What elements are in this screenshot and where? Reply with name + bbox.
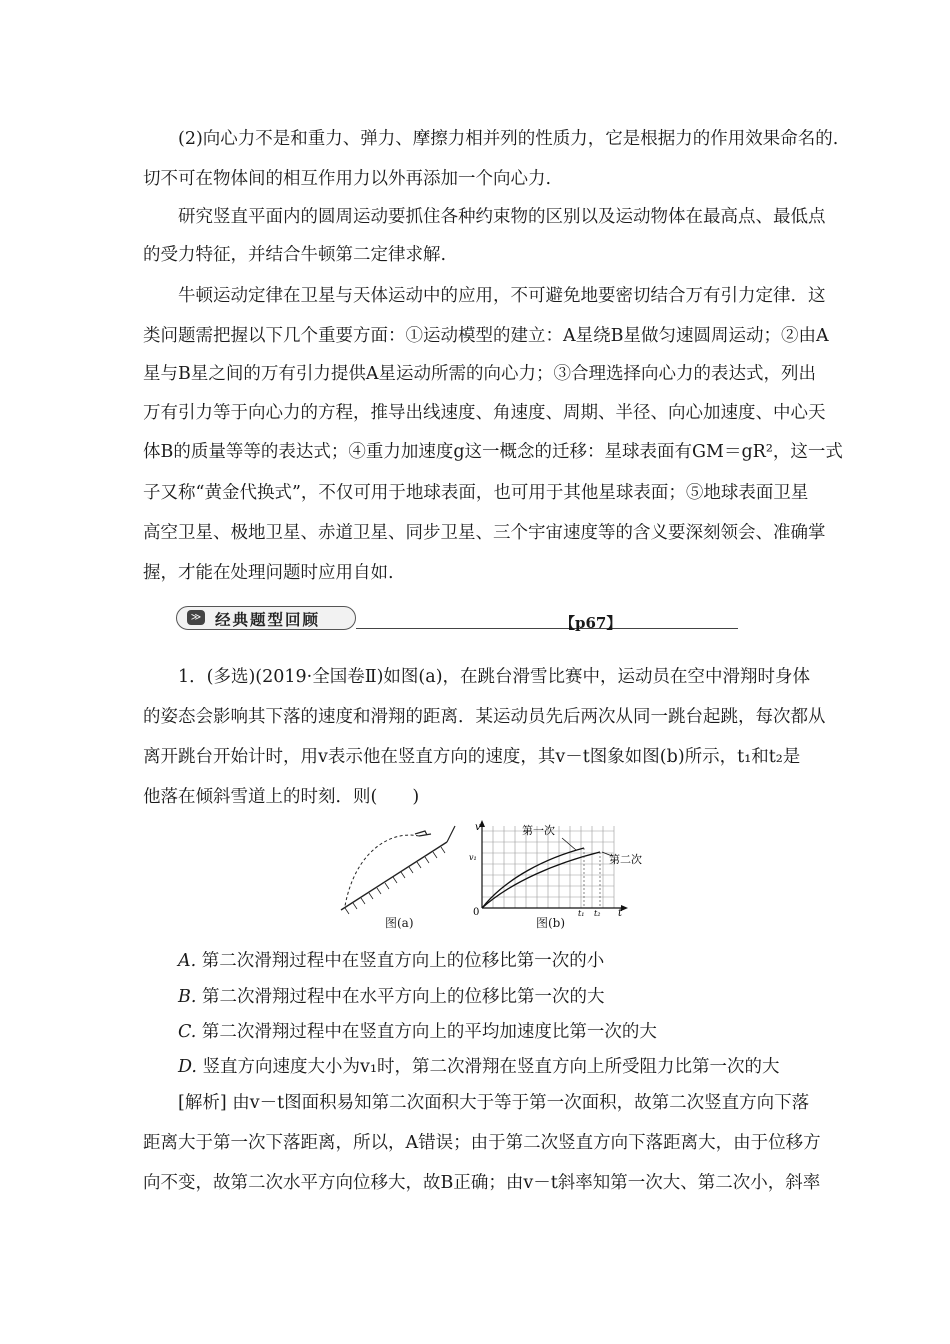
t-axis-label: t <box>618 908 623 918</box>
option-c <box>178 1021 657 1043</box>
paragraph-line: 切不可在物体间的相互作用力以外再添加一个向心力. <box>143 169 552 189</box>
section-title: 经典题型回顾 <box>215 611 321 629</box>
origin-label: 0 <box>473 907 480 918</box>
question-line: 的姿态会影响其下落的速度和滑翔的距离．某运动员先后两次从同一跳台起跳，每次都从 <box>143 707 826 727</box>
flight-path <box>345 835 419 906</box>
option-text: 第二次滑翔过程中在水平方向上的位移比第一次的大 <box>202 987 605 1007</box>
analysis-line: 距离大于第一次下落距离，所以，A错误；由于第二次竖直方向下落距离大，由于位移方 <box>143 1133 821 1153</box>
option-b <box>178 986 605 1008</box>
paragraph-line: 体B的质量等等的表达式；④重力加速度g这一概念的迁移：星球表面有GM＝gR²，这一式 <box>143 442 843 462</box>
paragraph-line: 握，才能在处理问题时应用自如. <box>143 563 394 583</box>
question-line: 他落在倾斜雪道上的时刻．则( ) <box>143 787 420 807</box>
figure-a-ski-jump <box>335 822 457 922</box>
leader-first <box>562 838 576 850</box>
paragraph-line: 类问题需把握以下几个重要方面：①运动模型的建立：A星绕B星做匀速圆周运动；②由A <box>143 326 829 346</box>
section-header <box>176 604 622 634</box>
t2-label: t₂ <box>594 909 601 918</box>
v-axis-label: v <box>475 822 481 833</box>
series-second-label: 第二次 <box>609 853 642 866</box>
option-text: 第二次滑翔过程中在竖直方向上的位移比第一次的小 <box>201 951 605 971</box>
curve-second-jump <box>482 852 600 908</box>
paragraph-line: (2)向心力不是和重力、弹力、摩擦力相并列的性质力，它是根据力的作用效果命名的. <box>178 129 839 149</box>
question-line: 1．(多选)(2019·全国卷Ⅱ)如图(a)，在跳台滑雪比赛中，运动员在空中滑翔时身体 <box>178 667 811 687</box>
paragraph-line: 研究竖直平面内的圆周运动要抓住各种约束物的区别以及运动物体在最高点、最低点 <box>178 207 826 227</box>
paragraph-line: 的受力特征，并结合牛顿第二定律求解. <box>143 245 447 265</box>
slope-hatching <box>345 847 445 914</box>
graph-grid <box>482 826 614 908</box>
figure-a-caption: 图(a) <box>385 916 414 930</box>
paragraph-line: 星与B星之间的万有引力提供A星运动所需的向心力；③合理选择向心力的表达式，列出 <box>143 364 816 384</box>
option-letter: D. <box>178 1057 197 1077</box>
option-letter: B. <box>178 987 197 1007</box>
paragraph-line: 高空卫星、极地卫星、赤道卫星、同步卫星、三个宇宙速度等的含义要深刻领会、准确掌 <box>143 523 826 543</box>
section-divider <box>356 628 738 629</box>
v1-label: v₁ <box>469 853 477 862</box>
ramp-curve <box>447 826 455 842</box>
series-first-label: 第一次 <box>522 824 555 837</box>
paragraph-line: 牛顿运动定律在卫星与天体运动中的应用，不可避免地要密切结合万有引力定律．这 <box>178 286 826 306</box>
question-line: 离开跳台开始计时，用v表示他在竖直方向的速度，其v－t图象如图(b)所示，t₁和t₂是 <box>143 747 801 767</box>
curve-first-jump <box>482 848 584 908</box>
option-text: 第二次滑翔过程中在竖直方向上的平均加速度比第一次的大 <box>201 1022 657 1042</box>
analysis-line: 向不变，故第二次水平方向位移大，故B正确；由v－t斜率知第一次大、第二次小，斜率 <box>143 1173 821 1193</box>
option-a <box>178 950 604 972</box>
option-d <box>178 1056 779 1078</box>
analysis-line: [解析] 由v－t图面积易知第二次面积大于等于第一次面积，故第二次竖直方向下落 <box>178 1093 810 1113</box>
chevron-double-down-icon: ≫ <box>187 610 205 625</box>
paragraph-line: 子又称“黄金代换式”，不仅可用于地球表面，也可用于其他星球表面；⑤地球表面卫星 <box>143 483 809 503</box>
slope-line <box>341 842 447 910</box>
page-reference: 【p67】 <box>560 614 622 632</box>
t-axis-arrow <box>621 905 628 911</box>
t1-label: t₁ <box>578 909 585 918</box>
paragraph-line: 万有引力等于向心力的方程，推导出线速度、角速度、周期、半径、向心加速度、中心天 <box>143 403 826 423</box>
figure-b-vt-graph <box>466 818 656 918</box>
option-letter: C. <box>178 1022 197 1042</box>
section-title-pill <box>176 606 356 630</box>
option-letter: A. <box>178 951 197 971</box>
option-text: 竖直方向速度大小为v₁时，第二次滑翔在竖直方向上所受阻力比第一次的大 <box>202 1057 780 1077</box>
figure-b-caption: 图(b) <box>536 916 566 930</box>
